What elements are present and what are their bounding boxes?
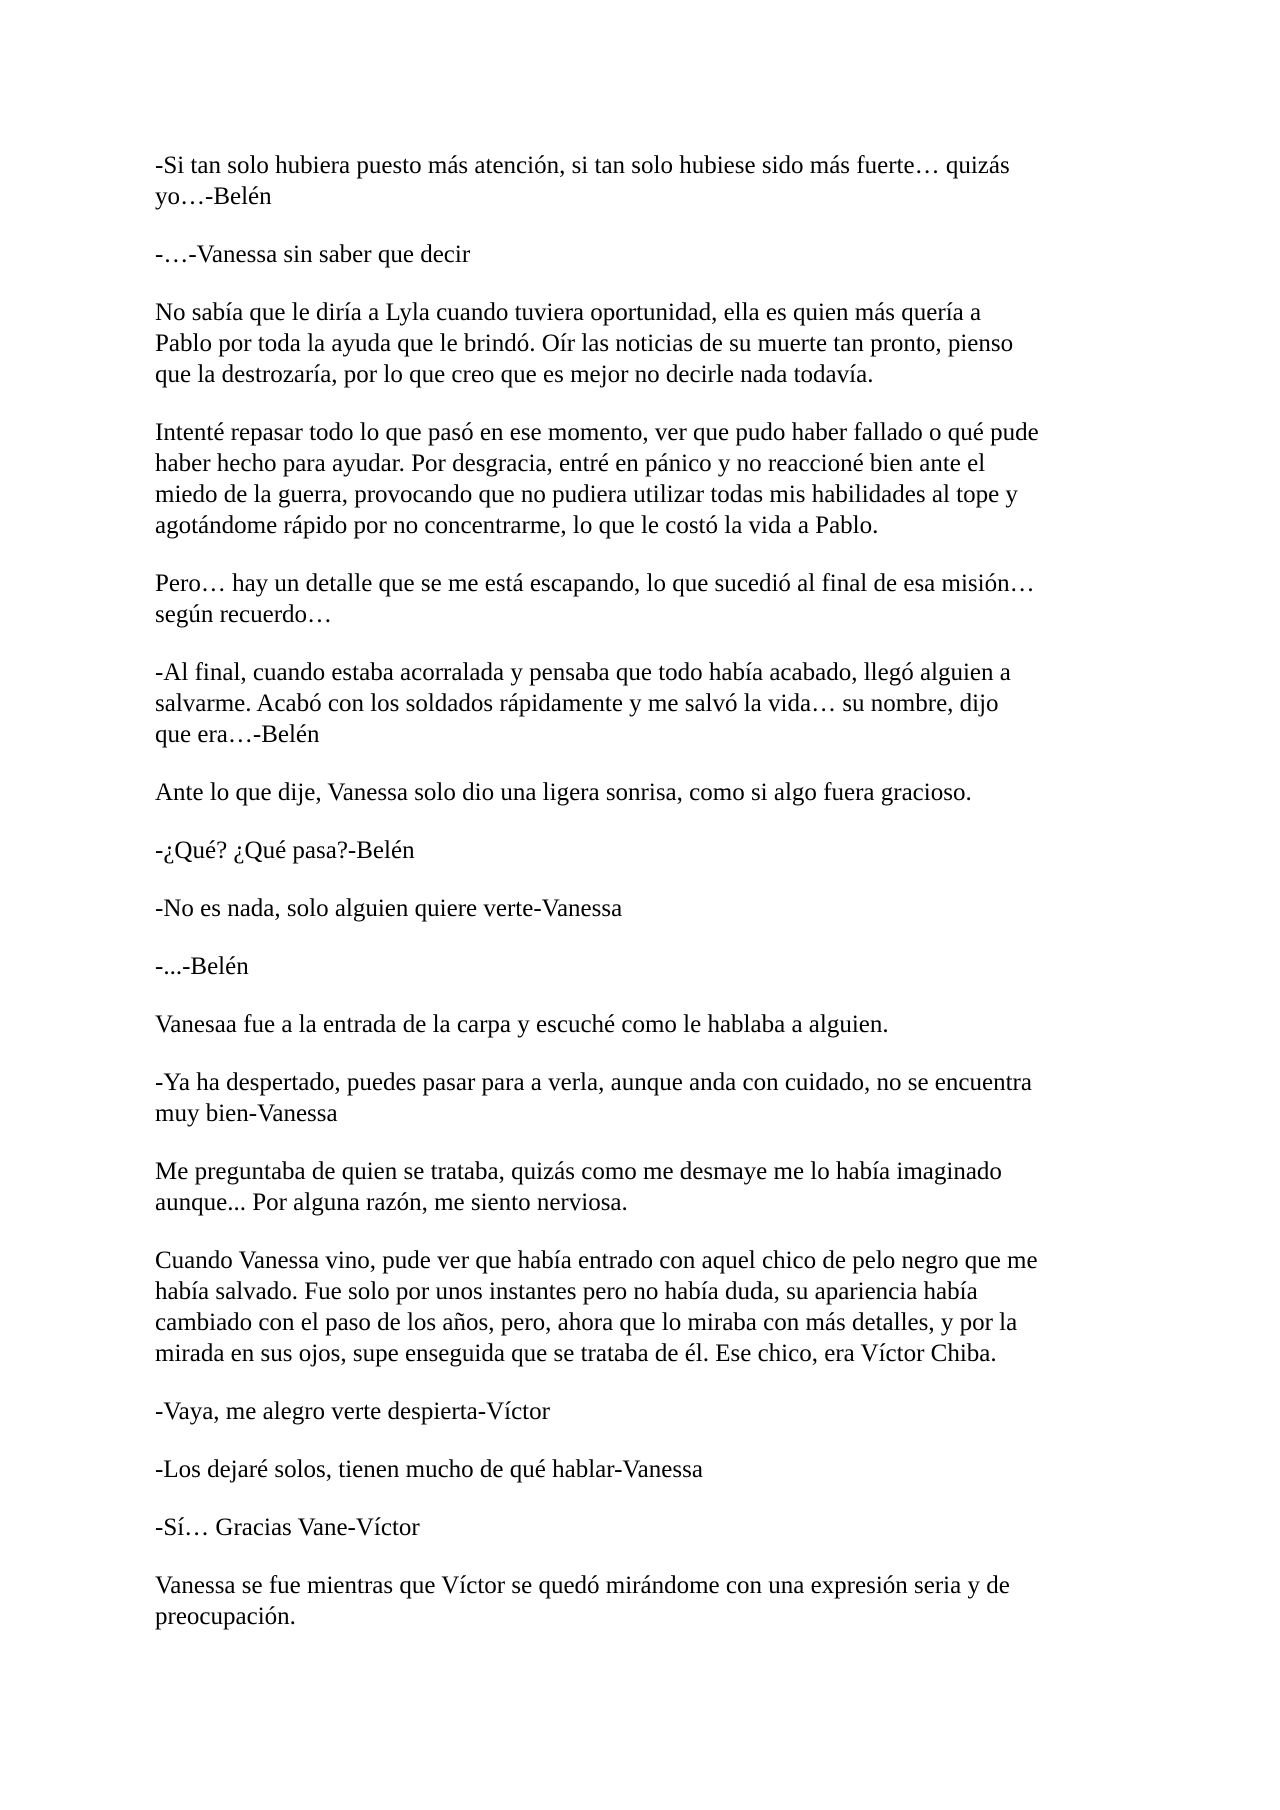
paragraph	[155, 1396, 1160, 1427]
text-line: miedo de la guerra, provocando que no pudiera utilizar todas mis habilidades al tope y	[155, 481, 1018, 508]
paragraph	[155, 893, 1160, 924]
paragraph	[155, 777, 1160, 808]
text-line: mirada en sus ojos, supe enseguida que se trataba de él. Ese chico, era Víctor Chiba.	[155, 1340, 997, 1367]
document-body	[155, 150, 1160, 1659]
paragraph	[155, 1454, 1160, 1485]
paragraph	[155, 1570, 1160, 1632]
paragraph	[155, 297, 1160, 390]
paragraph	[155, 1245, 1160, 1369]
text-line: que era…-Belén	[155, 721, 320, 748]
text-line: había salvado. Fue solo por unos instantes pero no había duda, su apariencia había	[155, 1278, 978, 1305]
text-line: -No es nada, solo alguien quiere verte-Vanessa	[155, 895, 623, 922]
text-line: -...-Belén	[155, 953, 249, 980]
paragraph	[155, 417, 1160, 541]
text-line: -Al final, cuando estaba acorralada y pensaba que todo había acabado, llegó alguien a	[155, 659, 1011, 686]
paragraph	[155, 239, 1160, 270]
paragraph	[155, 657, 1160, 750]
paragraph	[155, 835, 1160, 866]
text-line: -Los dejaré solos, tienen mucho de qué hablar-Vanessa	[155, 1456, 703, 1483]
text-line: Vanesaa fue a la entrada de la carpa y escuché como le hablaba a alguien.	[155, 1011, 889, 1038]
text-line: salvarme. Acabó con los soldados rápidamente y me salvó la vida… su nombre, dijo	[155, 690, 999, 717]
text-line: -¿Qué? ¿Qué pasa?-Belén	[155, 837, 415, 864]
text-line: -Si tan solo hubiera puesto más atención, si tan solo hubiese sido más fuerte… quizás	[155, 152, 1010, 179]
paragraph	[155, 1156, 1160, 1218]
paragraph	[155, 1067, 1160, 1129]
paragraph	[155, 1009, 1160, 1040]
text-line: -…-Vanessa sin saber que decir	[155, 241, 471, 268]
text-line: Me preguntaba de quien se trataba, quizás como me desmaye me lo había imaginado	[155, 1158, 1002, 1185]
text-line: yo…-Belén	[155, 183, 272, 210]
text-line: cambiado con el paso de los años, pero, ahora que lo miraba con más detalles, y por la	[155, 1309, 1018, 1336]
paragraph	[155, 568, 1160, 630]
text-line: aunque... Por alguna razón, me siento nerviosa.	[155, 1189, 628, 1216]
text-line: -Sí… Gracias Vane-Víctor	[155, 1514, 420, 1541]
text-line: Pero… hay un detalle que se me está escapando, lo que sucedió al final de esa misión…	[155, 570, 1035, 597]
text-line: Vanessa se fue mientras que Víctor se quedó mirándome con una expresión seria y de	[155, 1572, 1010, 1599]
text-line: según recuerdo…	[155, 601, 333, 628]
text-line: Cuando Vanessa vino, pude ver que había entrado con aquel chico de pelo negro que me	[155, 1247, 1038, 1274]
paragraph	[155, 951, 1160, 982]
text-line: haber hecho para ayudar. Por desgracia, entré en pánico y no reaccioné bien ante el	[155, 450, 986, 477]
text-line: -Ya ha despertado, puedes pasar para a verla, aunque anda con cuidado, no se encuentra	[155, 1069, 1032, 1096]
text-line: Ante lo que dije, Vanessa solo dio una ligera sonrisa, como si algo fuera gracioso.	[155, 779, 972, 806]
text-line: muy bien-Vanessa	[155, 1100, 338, 1127]
text-line: No sabía que le diría a Lyla cuando tuviera oportunidad, ella es quien más quería a	[155, 299, 982, 326]
text-line: Pablo por toda la ayuda que le brindó. Oír las noticias de su muerte tan pronto, pienso	[155, 330, 1014, 357]
text-line: preocupación.	[155, 1603, 296, 1630]
paragraph	[155, 150, 1160, 212]
text-line: Intenté repasar todo lo que pasó en ese momento, ver que pudo haber fallado o qué pude	[155, 419, 1039, 446]
text-line: agotándome rápido por no concentrarme, lo que le costó la vida a Pablo.	[155, 512, 879, 539]
paragraph	[155, 1512, 1160, 1543]
text-line: -Vaya, me alegro verte despierta-Víctor	[155, 1398, 550, 1425]
text-line: que la destrozaría, por lo que creo que es mejor no decirle nada todavía.	[155, 361, 874, 388]
